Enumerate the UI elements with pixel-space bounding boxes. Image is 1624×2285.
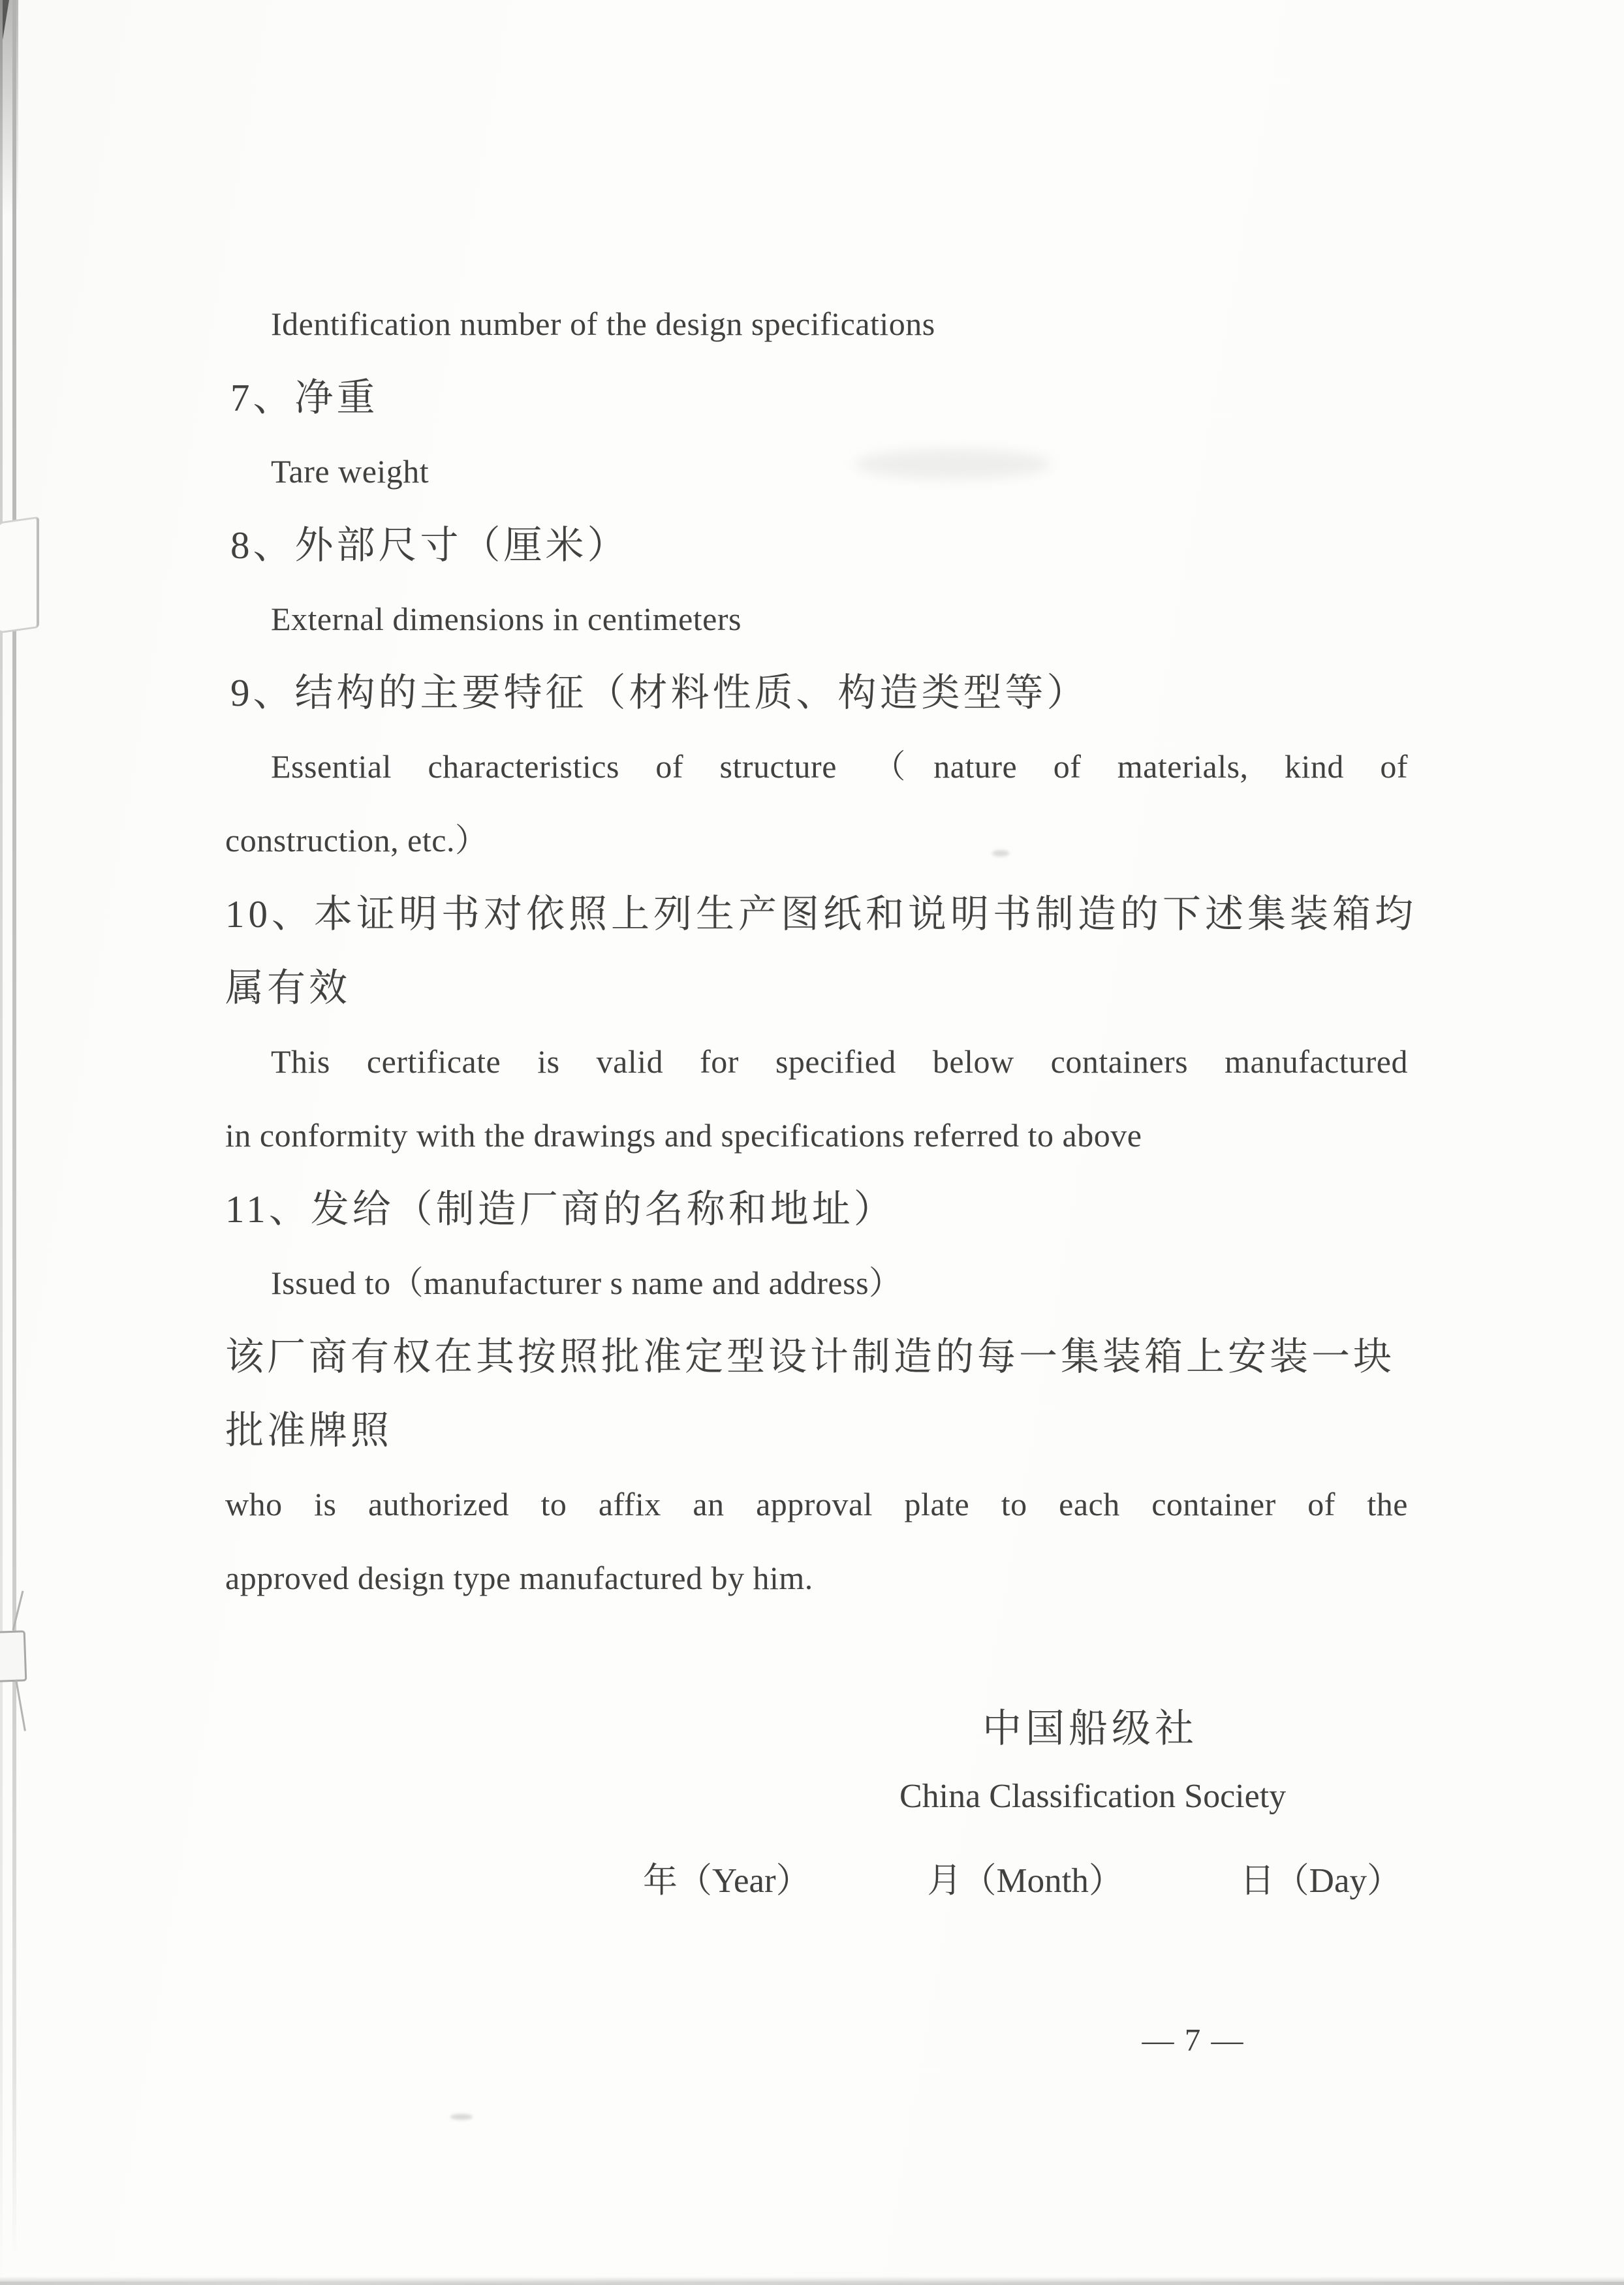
- line-construction-etc-en: construction, etc.）: [225, 822, 488, 859]
- line-item11-issued-to-cn: 11、发给（制造厂商的名称和地址）: [225, 1188, 896, 1231]
- line-approval-plate-cn: 批准牌照: [225, 1409, 393, 1452]
- line-tare-weight-en: Tare weight: [271, 453, 429, 490]
- line-in-conformity-en: in conformity with the drawings and specifications referred to above: [225, 1117, 1142, 1154]
- line-item10-continued-cn: 属有效: [225, 966, 351, 1009]
- line-who-authorized-en: who is authorized to affix an approval plate to each container of the: [225, 1486, 1408, 1522]
- certificate-body: [225, 287, 1418, 1615]
- org-name-en: China Classification Society: [899, 1778, 1287, 1815]
- line-item8-external-dimensions-cn: 8、外部尺寸（厘米）: [230, 524, 629, 567]
- line-approved-design-en: approved design type manufactured by him.: [225, 1560, 813, 1596]
- org-name-cn: 中国船级社: [982, 1707, 1198, 1750]
- date-field-day: 日（Day）: [1240, 1862, 1401, 1900]
- signature-date-row: [643, 1853, 1401, 1902]
- binding-shadow-line: [12, 0, 16, 2259]
- line-issued-to-en: Issued to（manufacturer s name and address）: [271, 1265, 902, 1301]
- bottom-edge-line: [0, 2282, 1624, 2285]
- line-identification-number-en: Identification number of the design specifications: [271, 306, 935, 342]
- scan-smudge: [450, 2114, 473, 2120]
- page-number: — 7 —: [1142, 2022, 1245, 2058]
- page-edge-line-outer: [0, 0, 3, 2285]
- date-field-month: 月（Month）: [927, 1862, 1123, 1900]
- line-essential-characteristics-en: Essential characteristics of structure （nature of materials, kind of: [271, 748, 1408, 785]
- date-field-year: 年（Year）: [643, 1862, 811, 1900]
- line-item9-structure-cn: 9、结构的主要特征（材料性质、构造类型等）: [230, 671, 1089, 714]
- staple-thread: [15, 1679, 26, 1731]
- line-item10-certificate-valid-cn: 10、本证明书对依照上列生产图纸和说明书制造的下述集装箱均: [225, 892, 1418, 936]
- line-manufacturer-rights-cn: 该厂商有权在其按照批准定型设计制造的每一集装箱上安装一块: [225, 1335, 1396, 1378]
- staple-mark: [0, 1630, 27, 1682]
- line-certificate-valid-en: This certificate is valid for specified below containers manufactured: [271, 1043, 1408, 1080]
- line-external-dimensions-en: External dimensions in centimeters: [271, 601, 742, 637]
- line-item7-net-weight-cn: 7、净重: [230, 376, 379, 419]
- binding-crease: [0, 516, 39, 633]
